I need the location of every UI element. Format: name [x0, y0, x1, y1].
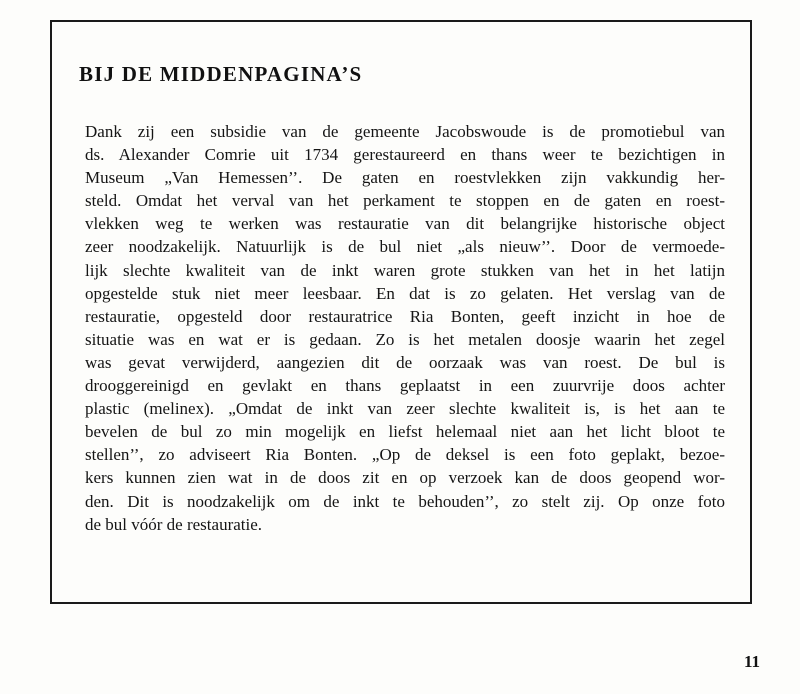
- body-line: situatie was en wat er is gedaan. Zo is het metalen doosje waarin het zegel: [85, 329, 725, 349]
- article-heading: BIJ DE MIDDENPAGINA’S: [79, 62, 363, 86]
- body-line: Museum „Van Hemessen’’. De gaten en roestvlekken zijn vakkundig her-: [85, 168, 725, 188]
- body-line: den. Dit is noodzakelijk om de inkt te behouden’’, zo stelt zij. Op onze foto: [85, 491, 725, 511]
- body-line: vlekken weg te werken was restauratie van dit belangrijke historische object: [85, 214, 725, 234]
- body-line: plastic (melinex). „Omdat de inkt van zeer slechte kwaliteit is, is het aan te: [85, 399, 725, 419]
- body-line: opgestelde stuk niet meer leesbaar. En dat is zo gelaten. Het verslag van de: [85, 283, 725, 303]
- article-box: [50, 20, 752, 604]
- body-line: de bul vóór de restauratie.: [85, 514, 263, 534]
- body-line: drooggereinigd en gevlakt en thans geplaatst in een zuurvrije doos achter: [85, 376, 725, 396]
- body-line: kers kunnen zien wat in de doos zit en op verzoek kan de doos geopend wor-: [85, 468, 725, 488]
- body-line: Dank zij een subsidie van de gemeente Jacobswoude is de promotiebul van: [85, 122, 725, 141]
- body-line: zeer noodzakelijk. Natuurlijk is de bul niet „als nieuw’’. Door de vermoede-: [85, 237, 725, 257]
- body-line: stellen’’, zo adviseert Ria Bonten. „Op de deksel is een foto geplakt, bezoe-: [85, 445, 725, 465]
- article-body: [85, 120, 725, 536]
- body-line: ds. Alexander Comrie uit 1734 gerestaureerd en thans weer te bezichtigen in: [85, 145, 725, 165]
- body-line: steld. Omdat het verval van het perkament te stoppen en de gaten en roest-: [85, 191, 725, 211]
- body-line: bevelen de bul zo min mogelijk en liefst helemaal niet aan het licht bloot te: [85, 422, 725, 442]
- page-number: 11: [744, 652, 761, 671]
- body-line: was gevat verwijderd, aangezien dit de oorzaak was van roest. De bul is: [85, 352, 725, 372]
- body-line: restauratie, opgesteld door restauratrice Ria Bonten, geeft inzicht in hoe de: [85, 306, 725, 326]
- body-line: lijk slechte kwaliteit van de inkt waren grote stukken van het in het latijn: [85, 260, 725, 280]
